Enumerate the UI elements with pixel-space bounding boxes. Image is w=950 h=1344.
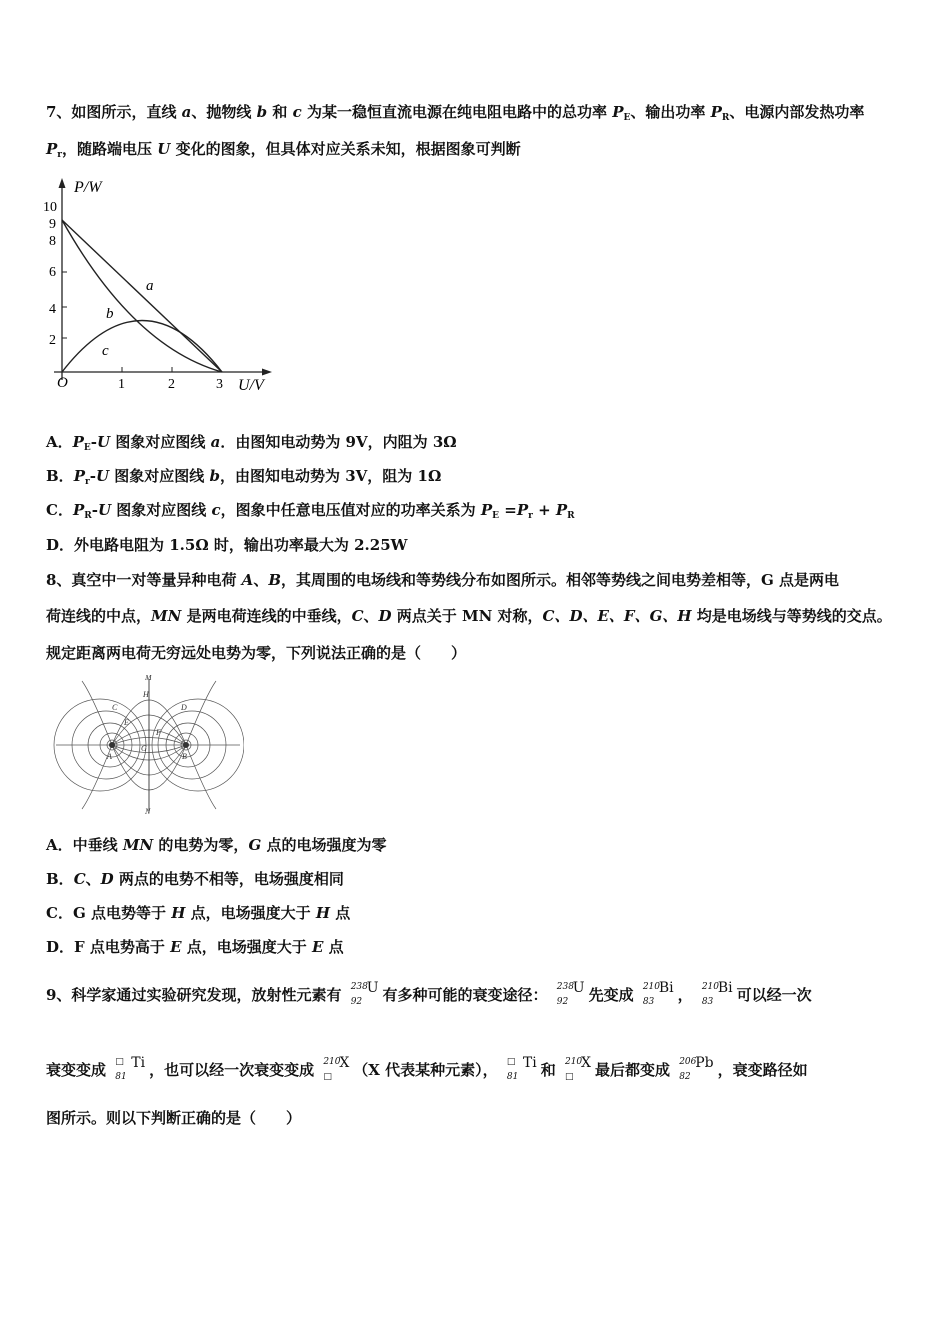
mass-number: 238: [350, 982, 368, 992]
var-U: U: [95, 467, 110, 485]
var: c: [211, 501, 221, 519]
text: 可以经一次: [736, 986, 812, 1004]
y-axis-label: P/W: [74, 179, 102, 196]
mass-number: 210: [642, 982, 660, 992]
x-tick-2: 2: [168, 377, 175, 392]
q7-option-c: [46, 500, 910, 526]
text: 点的电场强度为零: [261, 836, 387, 854]
element-symbol: Ti: [522, 1055, 537, 1071]
text: +: [532, 501, 556, 519]
text: 两点的电势不相等，电场强度相同: [113, 870, 344, 888]
text: 有多种可能的衰变途径：: [382, 986, 548, 1004]
label-c: C: [112, 703, 118, 712]
var-H: H: [171, 904, 186, 922]
text: ，随路端电压: [62, 140, 158, 158]
var-a: a: [181, 103, 192, 121]
text: B．: [46, 870, 74, 888]
atomic-number: 92: [350, 997, 363, 1007]
text: =: [499, 501, 517, 519]
element-symbol: Bi: [717, 980, 733, 996]
label-m: M: [145, 675, 152, 682]
text: 最后都变成: [594, 1061, 670, 1079]
mass-number: 210: [701, 982, 720, 992]
atomic-number: 81: [115, 1072, 127, 1082]
var-P: P: [612, 103, 624, 121]
var-U: U: [157, 140, 171, 158]
var-P: P: [72, 433, 84, 451]
curve-c-label: c: [102, 343, 109, 359]
text: 均是电场线与等势线的交点。: [691, 607, 892, 625]
var-points: C、D、E、F、G、H: [542, 607, 692, 625]
field-line: [186, 681, 216, 745]
text: 、: [85, 870, 101, 888]
subscript: R: [84, 511, 92, 521]
label-b: B: [182, 752, 187, 761]
subscript: r: [57, 150, 63, 160]
label-d: D: [181, 703, 187, 712]
text: ．由图知电动势为 9V，内阻为 3Ω: [220, 433, 457, 451]
text: ，图象中任意电压值对应的功率关系为: [220, 501, 481, 519]
curve-a-label: a: [146, 278, 154, 294]
subscript: E: [83, 443, 91, 453]
var-U: U: [97, 501, 112, 519]
var-P: P: [46, 140, 58, 158]
var: b: [209, 467, 220, 485]
var-b: b: [256, 103, 268, 121]
mass-number: □: [115, 1057, 124, 1067]
text: -: [90, 433, 98, 451]
element-symbol: X: [580, 1055, 591, 1071]
q7-option-a: [46, 432, 910, 458]
y-tick-8: 8: [49, 234, 56, 249]
label-f: F: [156, 728, 161, 737]
var-G: G: [248, 836, 262, 854]
var-H: H: [315, 904, 331, 922]
q8-option-c: [46, 903, 910, 923]
var-MN: MN: [122, 836, 154, 854]
atomic-number: 92: [556, 997, 569, 1007]
x-axis-label: U/V: [238, 377, 264, 394]
subscript: E: [492, 511, 500, 521]
curve-a: [62, 220, 222, 372]
text: 两点关于 MN 对称，: [391, 607, 543, 625]
text: D．F 点电势高于: [46, 938, 171, 956]
text: B．: [46, 467, 74, 485]
text: 荷连线的中点，: [46, 607, 152, 625]
q9-stem-line3: 图所示。则以下判断正确的是（ ）: [46, 1109, 302, 1127]
text: -: [91, 501, 98, 519]
element-symbol: Bi: [658, 980, 674, 996]
y-tick-10: 10: [43, 200, 57, 215]
q7-power-voltage-graph: [40, 172, 290, 402]
text: ，: [677, 986, 693, 1004]
field-line: [186, 745, 216, 809]
var-P: P: [710, 103, 722, 121]
var-C: C: [73, 870, 86, 888]
atomic-number: 81: [506, 1072, 519, 1082]
text: 点，电场强度大于: [181, 938, 312, 956]
text: 和: [267, 103, 293, 121]
origin-label: O: [57, 375, 68, 391]
mass-number: □: [506, 1057, 516, 1067]
nuclide-x210: [564, 1055, 591, 1082]
text: 8、真空中一对等量异种电荷: [46, 571, 242, 589]
curve-b-label: b: [106, 306, 114, 322]
var-C: C: [351, 607, 364, 625]
text: 、输出功率: [630, 103, 711, 121]
q8-option-a: [46, 835, 910, 855]
label-g: G: [141, 744, 147, 753]
atomic-number: 83: [642, 997, 655, 1007]
var-D: D: [100, 870, 114, 888]
text: ，由图知电动势为 3V，阻为 1Ω: [220, 467, 442, 485]
text: 和: [540, 1061, 556, 1079]
q8-stem-line2: [46, 606, 910, 626]
charge-b: [183, 742, 189, 748]
element-symbol: Ti: [131, 1055, 146, 1071]
var-A: A: [241, 571, 254, 589]
text: C．G 点电势等于: [46, 904, 172, 922]
atomic-number: 82: [679, 1072, 691, 1082]
var-D: D: [378, 607, 392, 625]
atomic-number: □: [323, 1072, 332, 1082]
text: 图象对应图线: [111, 501, 212, 519]
q7-stem-line1: [46, 102, 910, 128]
q8-stem-line3: 规定距离两电荷无穷远处电势为零，下列说法正确的是（ ）: [46, 644, 467, 662]
q7-option-b: [46, 466, 910, 492]
text: 图象对应图线: [110, 433, 211, 451]
text: 图象对应图线: [109, 467, 210, 485]
field-line: [82, 681, 112, 745]
element-symbol: Pb: [695, 1055, 714, 1071]
text: 点: [330, 904, 351, 922]
q8-stem-line1: [46, 570, 910, 590]
text: A．中垂线: [46, 836, 123, 854]
element-symbol: U: [366, 980, 379, 996]
text: 的电势为零，: [153, 836, 249, 854]
q9-stem-line1: [46, 980, 910, 1007]
var-c: c: [292, 103, 302, 121]
text: 7、如图所示，直线: [46, 103, 182, 121]
q7-option-d: D．外电路电阻为 1.5Ω 时，输出功率最大为 2.25W: [46, 536, 408, 554]
curve-c: [62, 321, 222, 373]
text: A．: [46, 433, 73, 451]
x-tick-3: 3: [216, 377, 223, 392]
var-P: P: [73, 467, 85, 485]
text: 、: [253, 571, 269, 589]
text: 9、科学家通过实验研究发现，放射性元素有: [46, 986, 342, 1004]
var-E: E: [312, 938, 324, 956]
nuclide-ti: [506, 1055, 537, 1082]
var-P: P: [555, 501, 568, 519]
text: C．: [46, 501, 73, 519]
nuclide-u238: [556, 980, 585, 1007]
q9-stem-line2: [46, 1055, 910, 1082]
text: 衰变变成: [46, 1061, 107, 1079]
text: 是两电荷连线的中垂线，: [181, 607, 352, 625]
x-tick-1: 1: [118, 377, 125, 392]
text: 、: [363, 607, 379, 625]
var-B: B: [268, 571, 282, 589]
nuclide-bi210: [642, 980, 674, 1007]
text: 点: [323, 938, 344, 956]
nuclide-ti: [115, 1055, 146, 1082]
element-symbol: X: [339, 1055, 350, 1071]
var-E: E: [170, 938, 182, 956]
subscript: R: [567, 511, 575, 521]
y-tick-4: 4: [49, 302, 56, 317]
text: ，其周围的电场线和等势线分布如图所示。相邻等势线之间电势差相等，G 点是两电: [281, 571, 840, 589]
var-U: U: [97, 433, 111, 451]
subscript: r: [84, 477, 90, 487]
var-MN: MN: [151, 607, 182, 625]
q7-stem-line2: [46, 139, 910, 165]
y-tick-9: 9: [49, 217, 56, 232]
element-symbol: U: [572, 980, 585, 996]
subscript: R: [721, 113, 730, 123]
var-P: P: [480, 501, 493, 519]
text: 变化的图象，但具体对应关系未知，根据图象可判断: [170, 140, 521, 158]
label-n: N: [145, 807, 151, 815]
q8-electric-field-figure: [52, 675, 244, 815]
atomic-number: 83: [701, 997, 714, 1007]
label-a: A: [107, 752, 112, 761]
q8-option-d: [46, 937, 910, 957]
nuclide-u238: [350, 980, 379, 1007]
charge-a: [109, 742, 115, 748]
text: 点，电场强度大于: [185, 904, 316, 922]
var-P: P: [516, 501, 529, 519]
nuclide-x210: [323, 1055, 350, 1082]
var: a: [210, 433, 221, 451]
x-axis-arrow: [262, 369, 272, 376]
subscript: E: [623, 113, 631, 123]
nuclide-bi210: [701, 980, 733, 1007]
mass-number: 238: [556, 982, 574, 992]
label-e: E: [124, 718, 129, 727]
mass-number: 210: [323, 1057, 341, 1067]
atomic-number: □: [564, 1072, 574, 1082]
text: 先变成: [588, 986, 634, 1004]
mass-number: 210: [564, 1057, 583, 1067]
y-tick-6: 6: [49, 265, 56, 280]
y-axis-arrow: [59, 178, 66, 188]
subscript: r: [528, 511, 533, 521]
nuclide-pb206: [679, 1055, 714, 1082]
text: -: [89, 467, 96, 485]
text: ，也可以经一次衰变变成: [149, 1061, 315, 1079]
label-h: H: [143, 690, 149, 699]
text: ，衰变路径如: [717, 1061, 808, 1079]
text: 、电源内部发热功率: [729, 103, 865, 121]
text: 、抛物线: [191, 103, 257, 121]
y-tick-2: 2: [49, 333, 56, 348]
mass-number: 206: [679, 1057, 697, 1067]
text: （X 代表某种元素），: [353, 1061, 498, 1079]
text: 为某一稳恒直流电源在纯电阻电路中的总功率: [301, 103, 613, 121]
var-P: P: [72, 501, 85, 519]
q8-option-b: [46, 869, 910, 889]
